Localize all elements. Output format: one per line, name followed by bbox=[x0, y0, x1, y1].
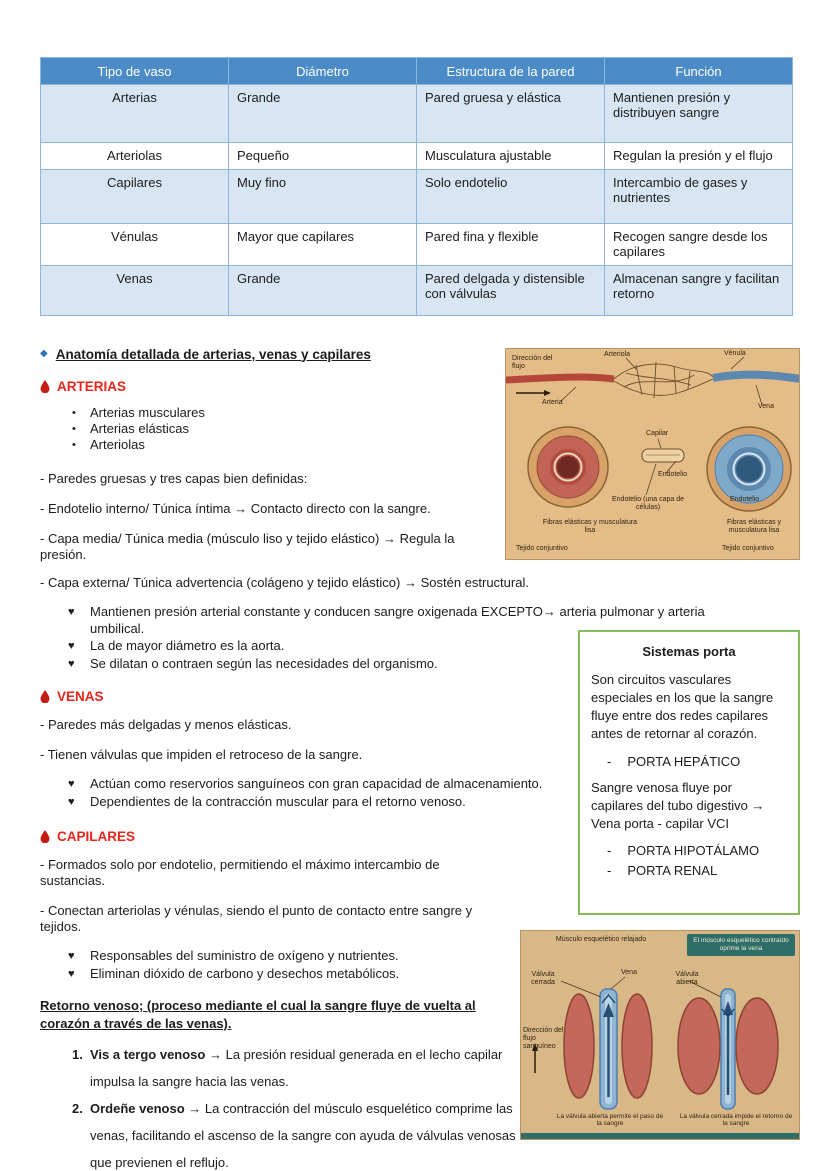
diagram-label-valvula-abierta: Válvula abierta bbox=[675, 971, 699, 987]
heart-bullet-icon: ♥ bbox=[68, 640, 75, 652]
porta-item-label: PORTA RENAL bbox=[627, 863, 718, 879]
arterias-heading-label: ARTERIAS bbox=[57, 378, 127, 394]
blood-drop-icon bbox=[40, 690, 50, 703]
diagram-label-tejido-izq: Tejido conjuntivo bbox=[516, 545, 568, 552]
table-cell: Venas bbox=[41, 266, 229, 316]
paragraph: - Capa externa/ Túnica advertencia (colágeno y tejido elástico) → Sostén estructural. bbox=[40, 575, 529, 590]
heart-item-text: Mantienen presión arterial constante y conducen sangre oxigenada EXCEPTO→ arteria pulmonar y arteria umbilical. bbox=[90, 604, 705, 636]
paragraph: - Tienen válvulas que impiden el retroceso de la sangre. bbox=[40, 747, 363, 762]
table-cell: Intercambio de gases y nutrientes bbox=[605, 170, 793, 224]
term-description: → La contracción del músculo esquelético comprime las venas, facilitando el ascenso de la sangre con ayuda de válvulas venosas que previenen el reflujo. bbox=[90, 1101, 516, 1170]
table-cell: Grande bbox=[229, 266, 417, 316]
heart-bullet-icon: ♥ bbox=[68, 658, 75, 670]
heart-item-text: Responsables del suministro de oxígeno y nutrientes. bbox=[90, 948, 399, 963]
vessel-anatomy-diagram bbox=[505, 348, 800, 560]
diagram-label-musculo-contraido: El músculo esquelético contraído oprime la vena bbox=[687, 934, 795, 956]
diamond-bullet-icon: ◆ bbox=[40, 348, 48, 359]
diagram-label-arteriola: Arteriola bbox=[604, 351, 631, 358]
sistemas-porta-box bbox=[578, 630, 800, 915]
table-cell: Muy fino bbox=[229, 170, 417, 224]
heart-bullet-icon: ♥ bbox=[68, 968, 75, 980]
table-cell: Solo endotelio bbox=[417, 170, 605, 224]
table-row bbox=[41, 266, 793, 316]
diagram-label-fibras-izq: Fibras elásticas y musculatura lisa bbox=[542, 519, 638, 535]
table-row bbox=[41, 85, 793, 143]
table-cell: Pared fina y flexible bbox=[417, 224, 605, 266]
porta-list-item bbox=[607, 753, 787, 771]
table-row bbox=[41, 143, 793, 170]
diagram-label-fibras-der: Fibras elásticas y musculatura lisa bbox=[726, 519, 782, 535]
paragraph: - Paredes gruesas y tres capas bien definidas: bbox=[40, 471, 308, 486]
heart-bullet-icon: ♥ bbox=[68, 778, 75, 790]
porta-item-label: PORTA HEPÁTICO bbox=[627, 753, 741, 769]
heart-bullet-icon: ♥ bbox=[68, 950, 75, 962]
porta-list-item bbox=[607, 862, 787, 880]
term-description: → La presión residual generada en el lecho capilar impulsa la sangre hacia las venas. bbox=[90, 1047, 503, 1089]
column-header-funcion: Función bbox=[605, 58, 793, 85]
paragraph: - Paredes más delgadas y menos elásticas. bbox=[40, 717, 292, 732]
disc-bullet-icon: • bbox=[72, 423, 76, 435]
porta-paragraph: Sangre venosa fluye por capilares del tubo digestivo → Vena porta - capilar VCI bbox=[591, 779, 765, 831]
paragraph: - Capa media/ Túnica media (músculo liso y tejido elástico) → Regula la presión. bbox=[40, 531, 455, 562]
vessel-types-table bbox=[40, 57, 793, 316]
table-cell: Mantienen presión y distribuyen sangre bbox=[605, 85, 793, 143]
diagram-label-musculo-relajado: Músculo esquelético relajado bbox=[555, 936, 647, 943]
numbered-item-text bbox=[90, 1095, 522, 1171]
blood-drop-icon bbox=[40, 380, 50, 393]
column-header-diametro: Diámetro bbox=[229, 58, 417, 85]
capilares-heading-label: CAPILARES bbox=[57, 828, 136, 844]
porta-item-label: PORTA HIPOTÁLAMO bbox=[627, 843, 760, 859]
heart-bullet-icon: ♥ bbox=[68, 606, 75, 618]
diagram-label-direccion-flujo: Dirección del flujo bbox=[512, 355, 553, 371]
column-header-tipo: Tipo de vaso bbox=[41, 58, 229, 85]
list-item-text: Arterias elásticas bbox=[90, 421, 189, 436]
heart-item-text: Dependientes de la contracción muscular para el retorno venoso. bbox=[90, 794, 466, 809]
dash-bullet: - bbox=[607, 863, 612, 879]
table-cell: Grande bbox=[229, 85, 417, 143]
venous-return-diagram bbox=[520, 930, 800, 1140]
item-number: 2. bbox=[72, 1101, 83, 1116]
porta-box-title: Sistemas porta bbox=[642, 644, 736, 659]
table-cell: Pequeño bbox=[229, 143, 417, 170]
table-cell: Pared gruesa y elástica bbox=[417, 85, 605, 143]
diagram-label-vena: Vena bbox=[621, 969, 637, 976]
diagram-label-capilar: Capilar bbox=[646, 430, 669, 437]
heart-item-text: Actúan como reservorios sanguíneos con gran capacidad de almacenamiento. bbox=[90, 776, 543, 791]
table-cell: Vénulas bbox=[41, 224, 229, 266]
disc-bullet-icon: • bbox=[72, 407, 76, 419]
term-bold: Vis a tergo venoso bbox=[90, 1047, 206, 1062]
table-row bbox=[41, 170, 793, 224]
heart-item-text: Se dilatan o contraen según las necesidades del organismo. bbox=[90, 656, 438, 671]
retorno-venoso-heading: Retorno venoso; (proceso mediante el cual la sangre fluye de vuelta al corazón a través de las venas). bbox=[40, 998, 476, 1031]
paragraph: - Conectan arteriolas y vénulas, siendo el punto de contacto entre sangre y tejidos. bbox=[40, 903, 473, 934]
item-number: 1. bbox=[72, 1047, 83, 1062]
table-cell: Arterias bbox=[41, 85, 229, 143]
table-cell: Musculatura ajustable bbox=[417, 143, 605, 170]
diagram-label-tejido-der: Tejido conjuntivo bbox=[722, 545, 774, 552]
diagram-label-vena: Vena bbox=[758, 403, 774, 410]
dash-bullet: - bbox=[607, 753, 612, 769]
heart-bullet-icon: ♥ bbox=[68, 796, 75, 808]
anatomy-title: Anatomía detallada de arterias, venas y capilares bbox=[55, 346, 371, 362]
diagram-label-valvula-cerrada: Válvula cerrada bbox=[531, 971, 555, 987]
porta-paragraph: Son circuitos vasculares especiales en los que la sangre fluye entre dos redes capilares antes de retornar al corazón. bbox=[591, 671, 774, 741]
diagram-label-endotelio-der: Endotelio bbox=[730, 496, 760, 503]
table-row bbox=[41, 224, 793, 266]
column-header-estructura: Estructura de la pared bbox=[417, 58, 605, 85]
paragraph: - Formados solo por endotelio, permitiendo el máximo intercambio de sustancias. bbox=[40, 857, 440, 888]
numbered-item-text bbox=[90, 1041, 522, 1095]
porta-list-item bbox=[607, 842, 787, 860]
term-bold: Ordeñe venoso bbox=[90, 1101, 185, 1116]
blood-drop-icon bbox=[40, 830, 50, 843]
diagram-caption-valvula-cerrada: La válvula cerrada impide el retorno de la sangre bbox=[679, 1113, 793, 1128]
table-cell: Arteriolas bbox=[41, 143, 229, 170]
list-item-text: Arterias musculares bbox=[90, 405, 205, 420]
diagram-caption-valvula-abierta: La válvula abierta permite el paso de la sangre bbox=[556, 1113, 664, 1128]
heart-item-text: Eliminan dióxido de carbono y desechos metabólicos. bbox=[90, 966, 400, 981]
diagram-label-arteria: Arteria bbox=[542, 399, 563, 406]
list-item-text: Arteriolas bbox=[90, 437, 145, 452]
table-cell: Recogen sangre desde los capilares bbox=[605, 224, 793, 266]
table-header-row bbox=[41, 58, 793, 85]
heart-item-text: La de mayor diámetro es la aorta. bbox=[90, 638, 285, 653]
table-cell: Capilares bbox=[41, 170, 229, 224]
paragraph: - Endotelio interno/ Túnica íntima → Contacto directo con la sangre. bbox=[40, 501, 431, 516]
dash-bullet: - bbox=[607, 843, 612, 859]
diagram-label-venula: Vénula bbox=[724, 350, 746, 357]
venas-heading-label: VENAS bbox=[57, 688, 104, 704]
diagram-label-direccion-sanguineo: Dirección del flujo sanguíneo bbox=[523, 1027, 564, 1051]
table-cell: Pared delgada y distensible con válvulas bbox=[417, 266, 605, 316]
disc-bullet-icon: • bbox=[72, 439, 76, 451]
table-cell: Regulan la presión y el flujo bbox=[605, 143, 793, 170]
diagram-label-endotelio: Endotelio bbox=[658, 471, 688, 478]
diagram-label-endotelio-capa: Endotelio (una capa de células) bbox=[612, 496, 684, 512]
table-cell: Almacenan sangre y facilitan retorno bbox=[605, 266, 793, 316]
table-cell: Mayor que capilares bbox=[229, 224, 417, 266]
